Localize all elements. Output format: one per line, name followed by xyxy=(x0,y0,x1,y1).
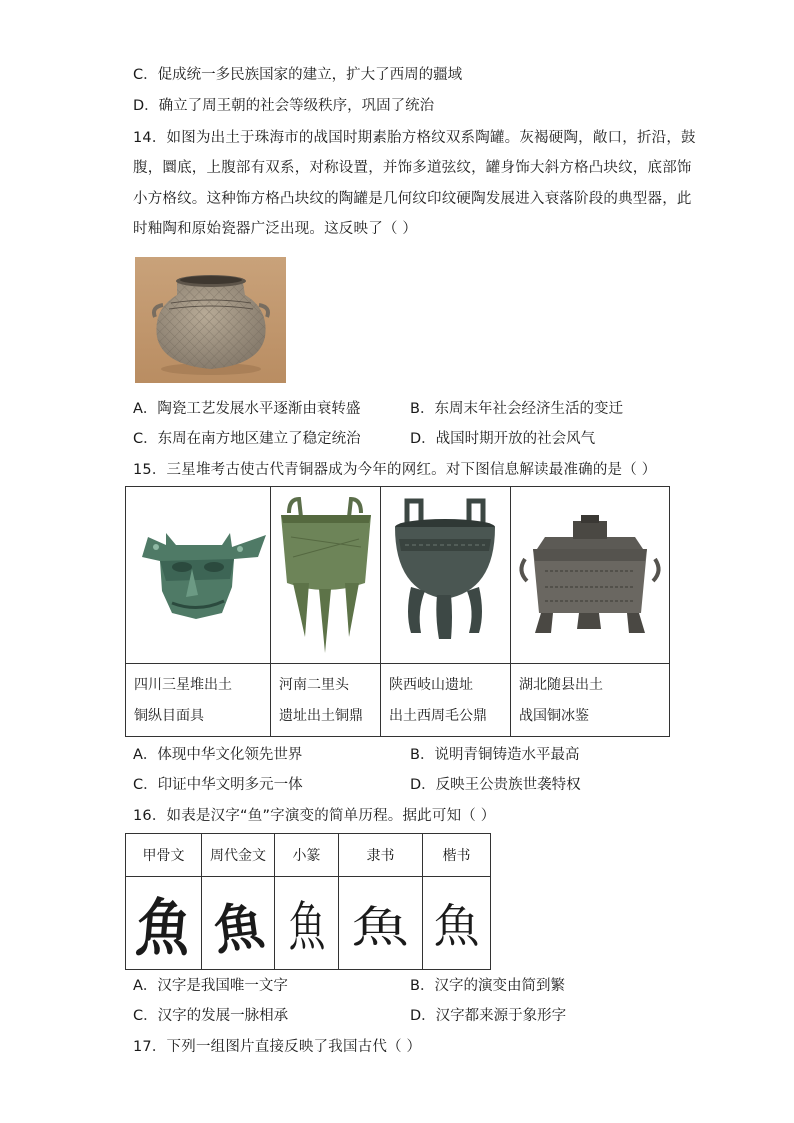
q14-stem-line-3: 小方格纹。这种饰方格凸块纹的陶罐是几何纹印纹硬陶发展进入衰落阶段的典型器，此 xyxy=(133,191,692,207)
caption-mask xyxy=(126,664,271,737)
q17-stem: 17．下列一组图片直接反映了我国古代（ ） xyxy=(133,1039,422,1055)
q15-option-a[interactable]: A．体现中华文化领先世界 xyxy=(133,747,303,763)
caption-ice-vessel-line-2: 战国铜冰鉴 xyxy=(519,708,589,724)
q15-option-d[interactable]: D．反映王公贵族世袭特权 xyxy=(410,777,581,793)
q14-stem-line-2: 腹，圜底，上腹部有双系，对称设置，并饰多道弦纹，罐身饰大斜方格凸块纹，底部饰 xyxy=(133,160,692,176)
header-clerical: 隶书 xyxy=(339,834,423,877)
header-oracle-bone: 甲骨文 xyxy=(126,834,202,877)
ice-vessel-photo-cell xyxy=(511,487,670,664)
glyph-zhou-bronze xyxy=(202,877,275,970)
caption-mask-line-2: 铜纵目面具 xyxy=(134,708,204,724)
q16-stem: 16．如表是汉字“鱼”字演变的简单历程。据此可知（ ） xyxy=(133,808,496,824)
q14-option-a[interactable]: A．陶瓷工艺发展水平逐渐由衰转盛 xyxy=(133,401,361,417)
q15-stem: 15．三星堆考古使古代青铜器成为今年的网红。对下图信息解读最准确的是（ ） xyxy=(133,462,657,478)
glyph-regular-text: 魚 xyxy=(433,899,480,953)
glyph-clerical-text: 魚 xyxy=(351,901,410,953)
q16-option-c[interactable]: C．汉字的发展一脉相承 xyxy=(133,1008,289,1024)
caption-mask-line-1: 四川三星堆出土 xyxy=(134,677,232,693)
erlitou-bronze-ding-photo xyxy=(271,487,380,663)
glyph-small-seal xyxy=(275,877,339,970)
q14-option-c[interactable]: C．东周在南方地区建立了稳定统治 xyxy=(133,431,361,447)
q16-option-b[interactable]: B．汉字的演变由简到繁 xyxy=(410,978,565,994)
glyph-regular xyxy=(423,877,491,970)
bronze-artifacts-table xyxy=(125,486,670,737)
q14-option-b[interactable]: B．东周末年社会经济生活的变迁 xyxy=(410,401,623,417)
q13-option-c[interactable]: C．促成统一多民族国家的建立，扩大了西周的疆域 xyxy=(133,67,463,83)
caption-maogong xyxy=(381,664,511,737)
caption-maogong-line-2: 出土西周毛公鼎 xyxy=(389,708,487,724)
glyph-oracle-bone-text: 魚 xyxy=(132,890,194,964)
q15-option-c[interactable]: C．印证中华文明多元一体 xyxy=(133,777,303,793)
caption-ice-vessel xyxy=(511,664,670,737)
caption-maogong-line-1: 陕西岐山遗址 xyxy=(389,677,473,693)
caption-erlitou-line-1: 河南二里头 xyxy=(279,677,349,693)
pottery-jar-photo xyxy=(135,257,286,383)
bronze-ice-vessel-photo xyxy=(511,487,669,663)
mask-photo-cell xyxy=(126,487,271,664)
caption-erlitou-line-2: 遗址出土铜鼎 xyxy=(279,708,363,724)
q14-stem-line-4: 时釉陶和原始瓷器广泛出现。这反映了（ ） xyxy=(133,221,418,237)
maogong-ding-photo xyxy=(381,487,510,663)
maogong-ding-photo-cell xyxy=(381,487,511,664)
q14-option-d[interactable]: D．战国时期开放的社会风气 xyxy=(410,431,596,447)
q16-option-a[interactable]: A．汉字是我国唯一文字 xyxy=(133,978,288,994)
caption-ice-vessel-line-1: 湖北随县出土 xyxy=(519,677,603,693)
header-regular: 楷书 xyxy=(423,834,491,877)
bronze-mask-photo xyxy=(126,487,270,663)
q14-stem-line-1: 14．如图为出土于珠海市的战国时期素胎方格纹双系陶罐。灰褐硬陶，敞口，折沿，鼓 xyxy=(133,130,696,146)
caption-erlitou xyxy=(271,664,381,737)
q15-option-b[interactable]: B．说明青铜铸造水平最高 xyxy=(410,747,580,763)
header-zhou-bronze: 周代金文 xyxy=(202,834,275,877)
q13-option-d[interactable]: D．确立了周王朝的社会等级秩序，巩固了统治 xyxy=(133,98,435,114)
header-small-seal: 小篆 xyxy=(275,834,339,877)
fish-character-table xyxy=(125,833,491,970)
q16-option-d[interactable]: D．汉字都来源于象形字 xyxy=(410,1008,567,1024)
glyph-oracle-bone xyxy=(126,877,202,970)
glyph-clerical xyxy=(339,877,423,970)
glyph-zhou-bronze-text: 魚 xyxy=(209,894,268,962)
erlitou-ding-photo-cell xyxy=(271,487,381,664)
glyph-small-seal-text: 魚 xyxy=(288,895,325,958)
